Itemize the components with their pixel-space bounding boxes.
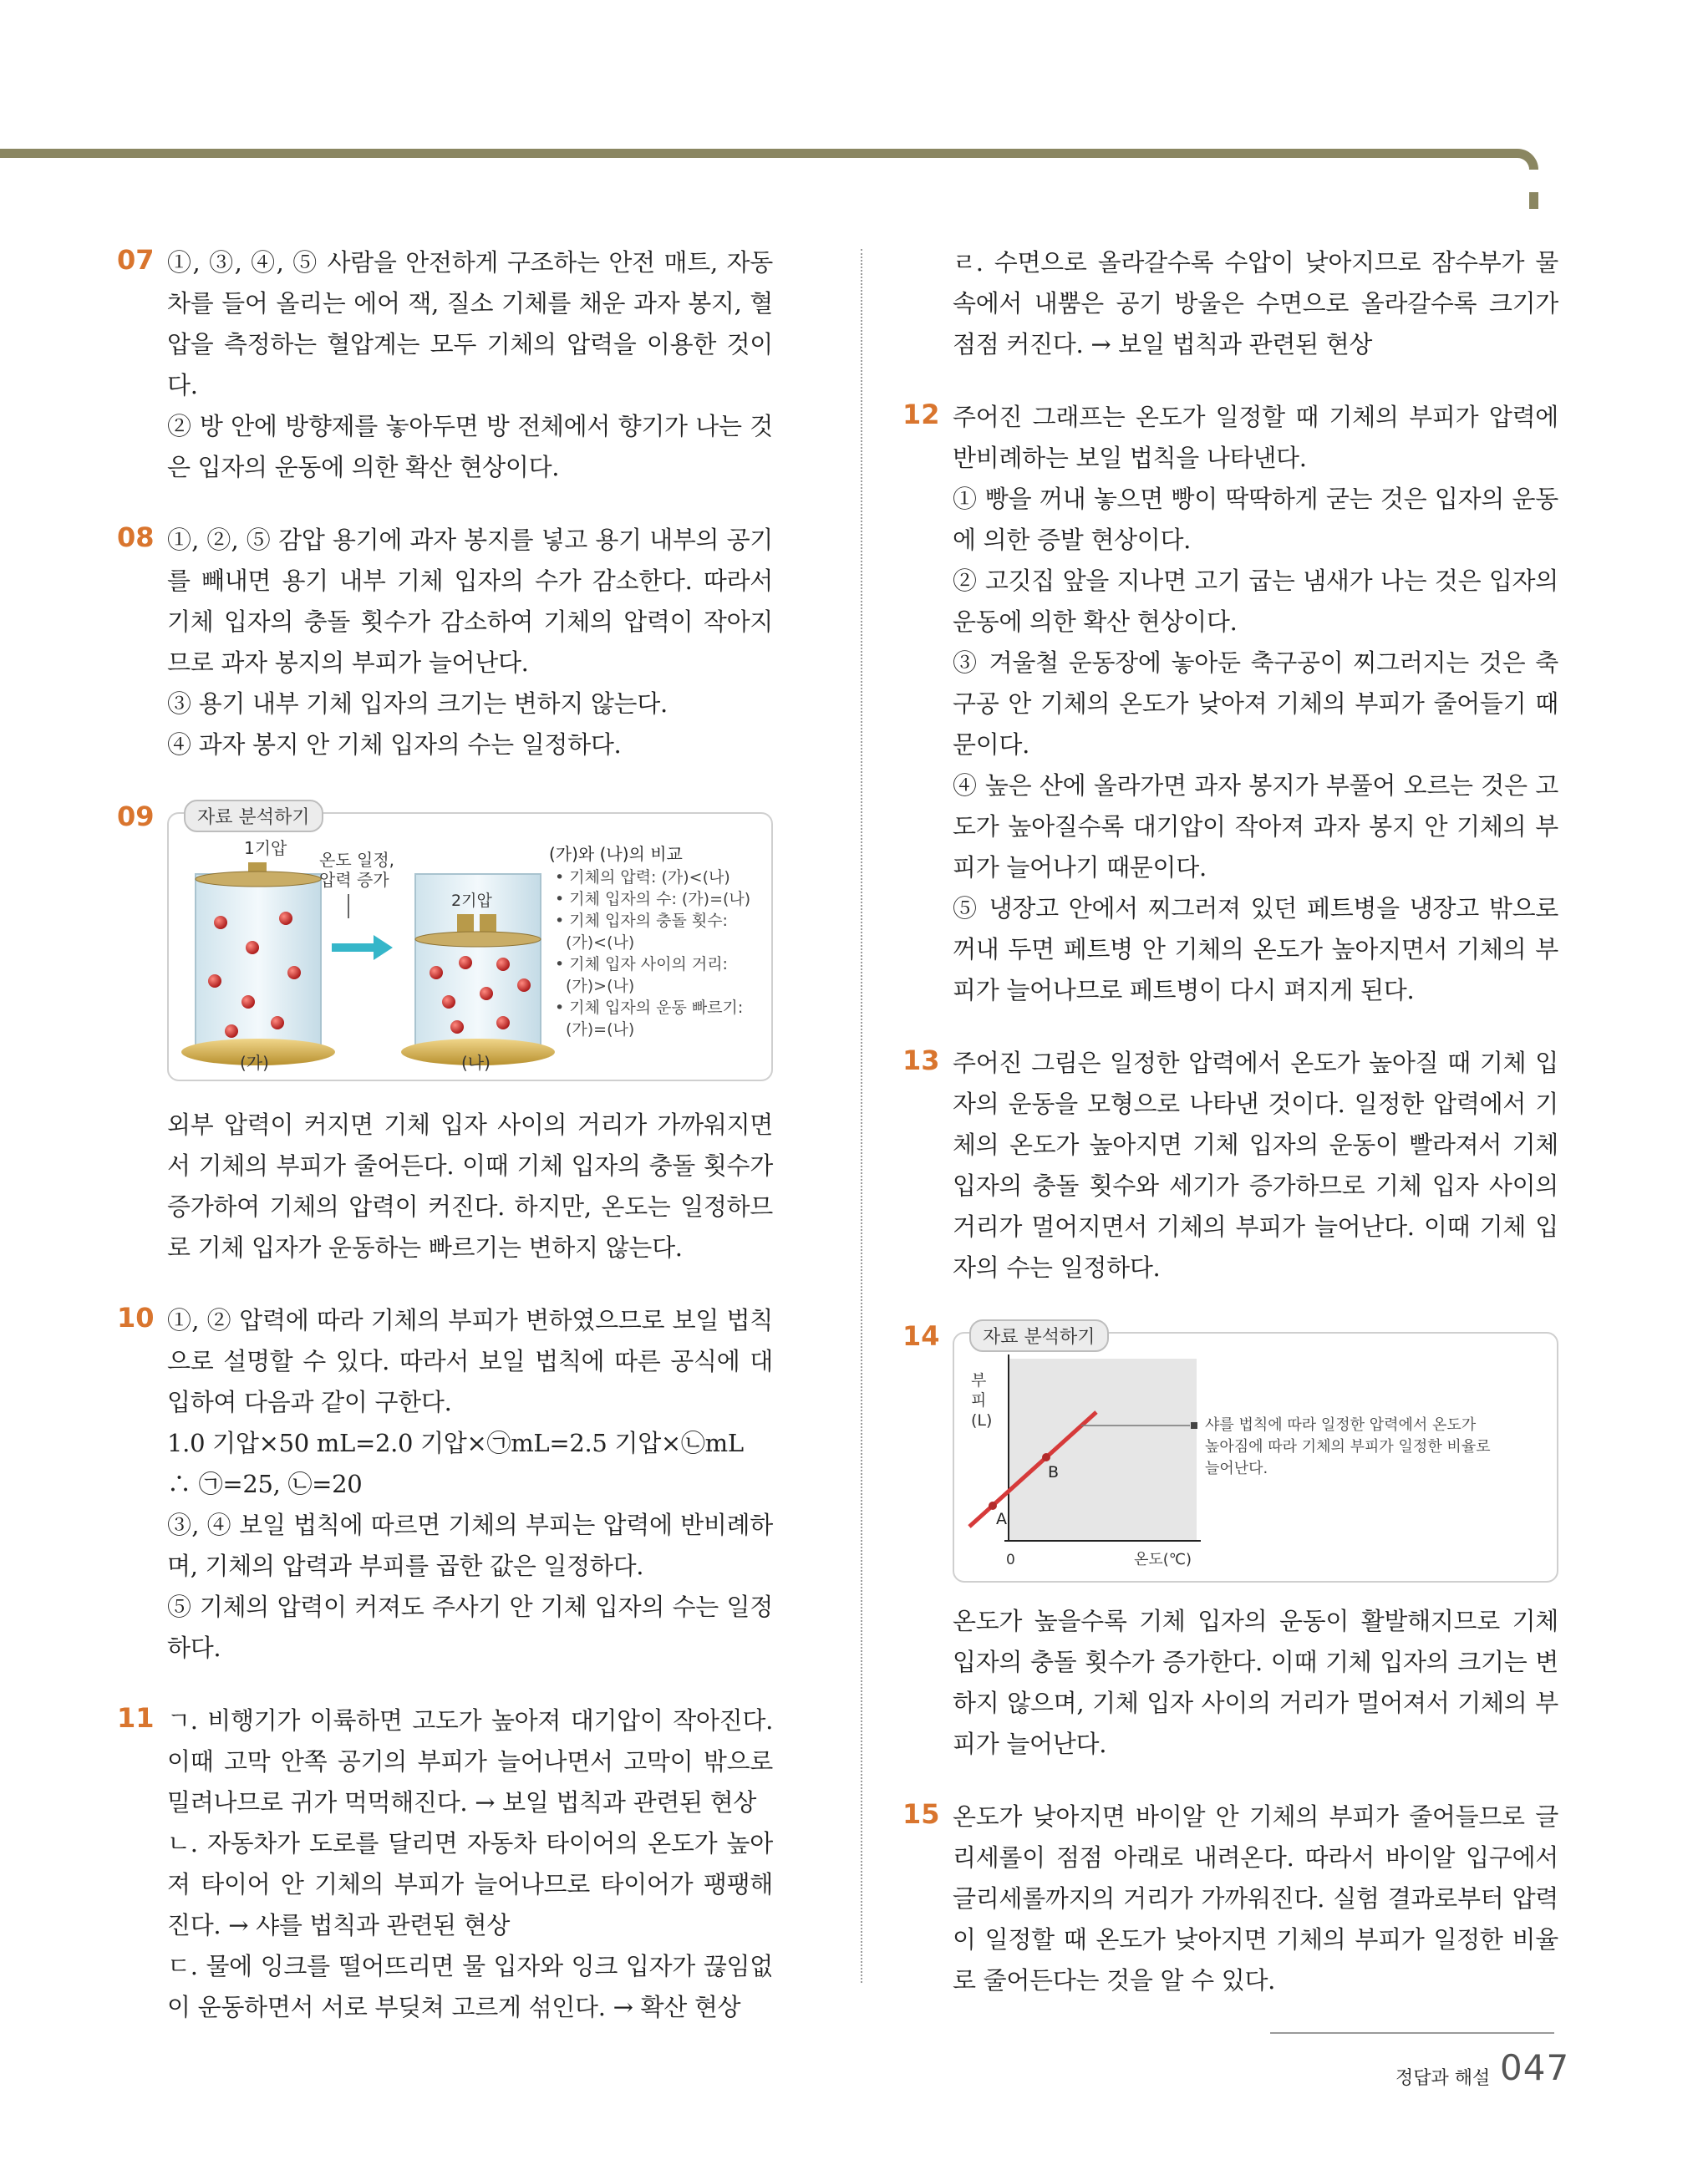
answer-11 — [117, 1700, 773, 2028]
footer-label: 정답과 해설 — [1395, 2068, 1491, 2089]
graph-note: 샤를 법칙에 따라 일정한 압력에서 온도가 — [1205, 1416, 1477, 1434]
answer-text: 온도가 높을수록 기체 입자의 운동이 활발해지므로 기체 입자의 충돌 횟수가 증가한다. 이때 기체 입자의 크기는 변하지 않으며, 기체 입자 사이의 거리가 멀어져서 기체의 부피가 늘어난다. — [953, 1607, 1558, 1758]
point-a-label: A — [996, 1510, 1007, 1528]
answer-text: ⑤ 냉장고 안에서 찌그러져 있던 페트병을 냉장고 밖으로 꺼내 두면 페트병 안 기체의 온도가 높아지면서 기체의 부피가 늘어나므로 페트병이 다시 펴지게 된다. — [953, 894, 1558, 1004]
answer-text: ㄴ. 자동차가 도로를 달리면 자동차 타이어의 온도가 높아져 타이어 안 기체의 부피가 늘어나므로 타이어가 팽팽해진다. → 샤를 법칙과 관련된 현상 — [167, 1829, 773, 1939]
top-bar-leg — [1529, 192, 1538, 209]
answer-text: ④ 높은 산에 올라가면 과자 봉지가 부풀어 오르는 것은 고도가 높아질수록 대기압이 작아져 과자 봉지 안 기체의 부피가 늘어나기 때문이다. — [953, 771, 1558, 882]
analysis-tag: 자료 분석하기 — [969, 1319, 1109, 1352]
point-b — [1042, 1453, 1050, 1461]
answer-text: ② 방 안에 방향제를 놓아두면 방 전체에서 향기가 나는 것은 입자의 운동에 의한 확산 현상이다. — [167, 412, 773, 481]
origin-label: 0 — [1006, 1552, 1015, 1568]
answer-text: ①, ②, ⑤ 감압 용기에 과자 봉지를 넣고 용기 내부의 공기를 빼내면 용기 내부 기체 입자의 수가 감소한다. 따라서 기체 입자의 충돌 횟수가 감소하여 기체의 압력이 작아지므로 과자 봉지의 부피가 늘어난다. — [167, 526, 773, 677]
answer-text: ⑤ 기체의 압력이 커져도 주사기 안 기체 입자의 수는 일정하다. — [167, 1593, 773, 1662]
compare-title: (가)와 (나)의 비교 — [549, 844, 683, 864]
answer-number: 14 — [902, 1320, 940, 1352]
answer-number: 08 — [117, 521, 155, 553]
graph-note: 높아짐에 따라 기체의 부피가 일정한 비율로 — [1205, 1438, 1491, 1456]
right-caption: (나) — [461, 1053, 491, 1073]
arrow-label-1: 온도 일정, — [319, 850, 394, 870]
x-axis-label: 온도(℃) — [1134, 1551, 1192, 1568]
compare-line: • 기체 입자의 충돌 횟수: — [555, 912, 728, 930]
right-column — [902, 242, 1558, 2033]
answer-07 — [117, 242, 773, 488]
compare-line: • 기체 입자의 수: (가)=(나) — [555, 890, 751, 908]
compare-line: • 기체의 압력: (가)<(나) — [555, 868, 730, 887]
compare-line: • 기체 입자의 운동 빠르기: — [555, 999, 744, 1017]
right-piston — [415, 932, 541, 947]
arrow-icon — [332, 935, 393, 960]
formula: 1.0 기압×50 mL=2.0 기압×㉠mL=2.5 기압×㉡mL — [167, 1429, 744, 1457]
left-pressure-label: 1기압 — [244, 838, 287, 858]
answer-number: 10 — [117, 1302, 155, 1334]
answer-text: ④ 과자 봉지 안 기체 입자의 수는 일정하다. — [167, 730, 622, 759]
answer-text: ③, ④ 보일 법칙에 따르면 기체의 부피는 압력에 반비례하며, 기체의 압력과 부피를 곱한 값은 일정하다. — [167, 1511, 773, 1580]
answer-text: 주어진 그림은 일정한 압력에서 온도가 높아질 때 기체 입자의 운동을 모형으로 나타낸 것이다. 일정한 압력에서 기체의 온도가 높아지면 기체 입자의 운동이 빨라져서 기체 입자의 충돌 횟수와 세기가 증가하므로 기체 입자 사이의 거리가 멀어지면서 기체의 부피가 늘어난다. 이때 기체 입자의 수는 일정하다. — [953, 1049, 1558, 1282]
point-a — [989, 1502, 997, 1510]
answer-number: 07 — [117, 244, 155, 276]
footer-rule — [1270, 2032, 1554, 2034]
gas-pressure-figure — [169, 814, 775, 1080]
point-b-label: B — [1048, 1463, 1060, 1482]
arrow-label-2: 압력 증가 — [319, 870, 389, 890]
answer-text: ③ 용기 내부 기체 입자의 크기는 변하지 않는다. — [167, 689, 668, 718]
answer-15 — [902, 1797, 1558, 2001]
page-number: 047 — [1500, 2047, 1570, 2088]
answer-08 — [117, 520, 773, 765]
compare-line: (가)=(나) — [566, 1020, 635, 1039]
answer-13 — [902, 1043, 1558, 1288]
left-caption: (가) — [240, 1053, 269, 1073]
graph-note: 늘어난다. — [1205, 1460, 1268, 1477]
answer-text: ㄹ. 수면으로 올라갈수록 수압이 낮아지므로 잠수부가 물속에서 내뿜은 공기 방울은 수면으로 올라갈수록 크기가 점점 커진다. → 보일 법칙과 관련된 현상 — [953, 248, 1558, 358]
analysis-box — [953, 1327, 1558, 1583]
compare-line: (가)>(나) — [566, 977, 635, 995]
answer-10 — [117, 1300, 773, 1669]
graph-plot-area — [1009, 1359, 1197, 1541]
y-axis-label: 부 피 (L) — [971, 1371, 993, 1430]
left-piston — [196, 872, 321, 887]
formula-result: ∴ ㉠=25, ㉡=20 — [167, 1470, 363, 1498]
answer-number: 15 — [902, 1798, 940, 1830]
charles-law-graph — [954, 1334, 1560, 1581]
analysis-tag: 자료 분석하기 — [184, 800, 323, 832]
answer-12 — [902, 397, 1558, 1011]
top-decorative-bar — [0, 149, 1538, 170]
compare-line: • 기체 입자 사이의 거리: — [555, 955, 728, 973]
answer-text: ③ 겨울철 운동장에 놓아둔 축구공이 찌그러지는 것은 축구공 안 기체의 온도가 낮아져 기체의 부피가 줄어들기 때문이다. — [953, 648, 1558, 759]
answer-11-continued — [953, 242, 1558, 365]
answer-text: ① 빵을 꺼내 놓으면 빵이 딱딱하게 굳는 것은 입자의 운동에 의한 증발 현상이다. — [953, 485, 1558, 554]
answer-text: 외부 압력이 커지면 기체 입자 사이의 거리가 가까워지면서 기체의 부피가 줄어든다. 이때 기체 입자의 충돌 횟수가 증가하여 기체의 압력이 커진다. 하지만, 온도는 일정하므로 기체 입자가 운동하는 빠르기는 변하지 않는다. — [167, 1110, 773, 1262]
analysis-box — [167, 807, 773, 1081]
answer-text: ㄱ. 비행기가 이륙하면 고도가 높아져 대기압이 작아진다. 이때 고막 안쪽 공기의 부피가 늘어나면서 고막이 밖으로 밀려나므로 귀가 먹먹해진다. → 보일 법칙과 관련된 현상 — [167, 1706, 773, 1817]
answer-number: 13 — [902, 1044, 940, 1076]
right-pressure-label: 2기압 — [451, 892, 492, 910]
answer-number: 11 — [117, 1702, 155, 1734]
answer-text: 주어진 그래프는 온도가 일정할 때 기체의 부피가 압력에 반비례하는 보일 법칙을 나타낸다. — [953, 403, 1558, 472]
answer-09 — [117, 800, 773, 1268]
answer-text: 온도가 낮아지면 바이알 안 기체의 부피가 줄어들므로 글리세롤이 점점 아래로 내려온다. 따라서 바이알 입구에서 글리세롤까지의 거리가 가까워진다. 실험 결과로부터 압력이 일정할 때 온도가 낮아지면 기체의 부피가 일정한 비율로 줄어든다는 것을 알 수 있다. — [953, 1802, 1558, 1995]
answer-number: 09 — [117, 800, 155, 832]
answer-text: ② 고깃집 앞을 지나면 고기 굽는 냄새가 나는 것은 입자의 운동에 의한 확산 현상이다. — [953, 567, 1558, 636]
left-column — [117, 242, 773, 2060]
answer-14 — [902, 1320, 1558, 1765]
column-divider — [861, 249, 862, 1983]
answer-text: ㄷ. 물에 잉크를 떨어뜨리면 물 입자와 잉크 입자가 끊임없이 운동하면서 서로 부딪쳐 고르게 섞인다. → 확산 현상 — [167, 1952, 773, 2021]
compare-line: (가)<(나) — [566, 933, 635, 952]
answer-text: ①, ② 압력에 따라 기체의 부피가 변하였으므로 보일 법칙으로 설명할 수 있다. 따라서 보일 법칙에 따른 공식에 대입하여 다음과 같이 구한다. — [167, 1306, 773, 1416]
answer-number: 12 — [902, 399, 940, 430]
answer-text: ①, ③, ④, ⑤ 사람을 안전하게 구조하는 안전 매트, 자동차를 들어 올리는 에어 잭, 질소 기체를 채운 과자 봉지, 혈압을 측정하는 혈압계는 모두 기체의 압력을 이용한 것이다. — [167, 248, 773, 399]
left-cylinder — [196, 874, 321, 1045]
